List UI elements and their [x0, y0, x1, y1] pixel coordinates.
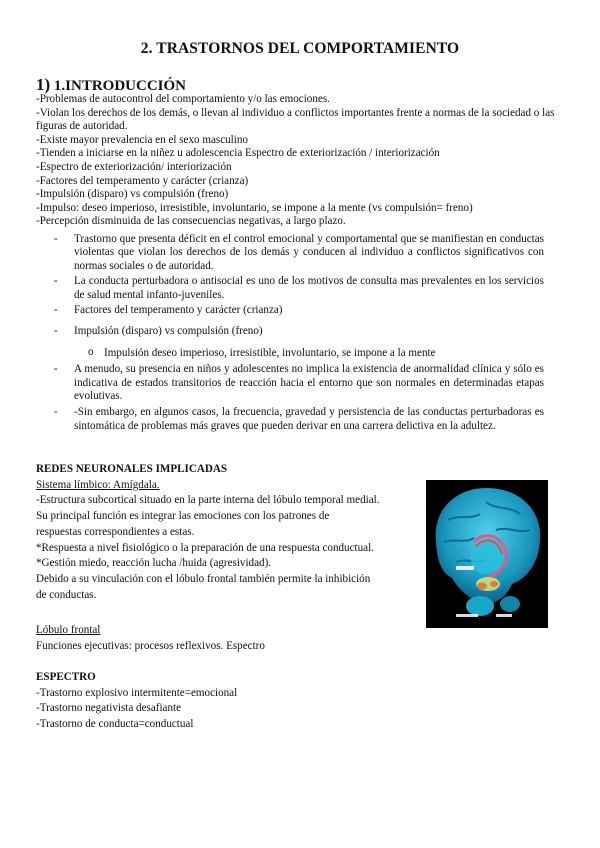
bullet-text: Trastorno que presenta déficit en el control emocional y comportamental que se manifiestan en conductas violentas que violan los derechos de los demás y conducen al individuo a conflictos significativos con normas sociales o de autoridad. [74, 233, 544, 272]
bullet-item [54, 363, 544, 403]
bullet-text: Impulsión (disparo) vs compulsión (freno) [74, 325, 263, 338]
sub-bullet-text: Impulsión deseo imperioso, irresistible, involuntario, se impone a la mente [104, 346, 436, 359]
espectro-item: -Trastorno explosivo intermitente=emocional [36, 686, 238, 699]
bullet-text: -Sin embargo, en algunos casos, la frecuencia, gravedad y persistencia de las conductas perturbadoras es sintomática de problemas más graves que pueden derivar en una carrera delictiva en la adultez. [74, 406, 544, 432]
espectro-section [36, 670, 237, 733]
lobulo-section [36, 623, 265, 654]
redes-line: de conductas. [36, 588, 97, 601]
bullet-dash: - [54, 233, 58, 245]
intro-line: -Problemas de autocontrol del comportamiento y/o las emociones. [36, 93, 330, 105]
redes-section [36, 462, 379, 603]
lobulo-heading: Lóbulo frontal [36, 624, 101, 636]
bullet-dash: - [54, 304, 58, 317]
intro-line: -Espectro de exteriorización/ interiorización [36, 160, 232, 173]
brain-image [426, 480, 548, 628]
redes-line: *Respuesta a nivel fisiológico o la preparación de una respuesta conductual. [36, 541, 374, 554]
intro-line: -Violan los derechos de los demás, o llevan al individuo a conflictos importantes frente a normas de la sociedad o las figuras de autoridad. [36, 106, 555, 133]
section-number: 1) [36, 75, 51, 94]
intro-line: -Impulsión (disparo) vs compulsión (freno) [36, 188, 229, 201]
bullet-text: La conducta perturbadora o antisocial es uno de los motivos de consulta mas prevalentes en los servicios de salud mental infanto-juveniles. [74, 275, 544, 301]
lobulo-text: Funciones ejecutivas: procesos reflexivos. Espectro [36, 639, 265, 652]
page-title: 2. TRASTORNOS DEL COMPORTAMIENTO [140, 40, 460, 57]
bullet-item [54, 275, 544, 302]
espectro-item: -Trastorno negativista desafiante [36, 702, 182, 715]
sub-bullet-item [54, 347, 544, 360]
redes-line: respuestas correspondientes a estas. [36, 525, 195, 538]
bullet-item [54, 233, 544, 273]
intro-line: -Impulso: deseo imperioso, irresistible, involuntario, se impone a la mente (vs compulsión= freno) [36, 201, 473, 214]
bullet-dash: - [54, 325, 58, 338]
brain-illustration [426, 480, 548, 628]
intro-line: -Factores del temperamento y carácter (crianza) [36, 174, 249, 187]
bullet-item [54, 325, 544, 338]
section-heading-introduccion [36, 75, 186, 95]
bullet-text: A menudo, su presencia en niños y adolescentes no implica la existencia de anormalidad clínica y sólo es indicativa de estados transitorios de reacción hacia el entorno que son normales en determinadas etapas evolutivas. [74, 363, 544, 403]
bullet-dash: - [54, 275, 58, 288]
bullet-dash: - [54, 406, 58, 419]
espectro-item: -Trastorno de conducta=conductual [36, 718, 194, 731]
redes-subheading: Sistema límbico: Amígdala. [36, 478, 160, 491]
redes-heading: REDES NEURONALES IMPLICADAS [36, 463, 228, 475]
intro-line: -Percepción disminuida de las consecuencias negativas, a largo plazo. [36, 215, 346, 228]
bullet-list [54, 233, 544, 433]
bullet-text: Factores del temperamento y carácter (crianza) [74, 304, 283, 317]
bullet-dash: - [54, 363, 58, 376]
redes-line: Su principal función es integrar las emociones con los patrones de [36, 510, 330, 523]
redes-line: -Estructura subcortical situado en la parte interna del lóbulo temporal medial. [36, 494, 380, 507]
redes-line: Debido a su vinculación con el lóbulo frontal también permite la inhibición [36, 572, 371, 585]
intro-line: -Tienden a iniciarse en la niñez u adolescencia Espectro de exteriorización / interiorización [36, 147, 440, 160]
bullet-item [54, 304, 544, 317]
intro-line: -Existe mayor prevalencia en el sexo masculino [36, 133, 248, 146]
section-title: 1.INTRODUCCIÓN [53, 78, 187, 94]
redes-line: *Gestión miedo, reacción lucha /huida (agresividad). [36, 557, 272, 570]
espectro-heading: ESPECTRO [36, 671, 96, 683]
sub-bullet-marker: o [88, 346, 94, 358]
bullet-item [54, 406, 544, 433]
intro-lines [36, 93, 564, 229]
